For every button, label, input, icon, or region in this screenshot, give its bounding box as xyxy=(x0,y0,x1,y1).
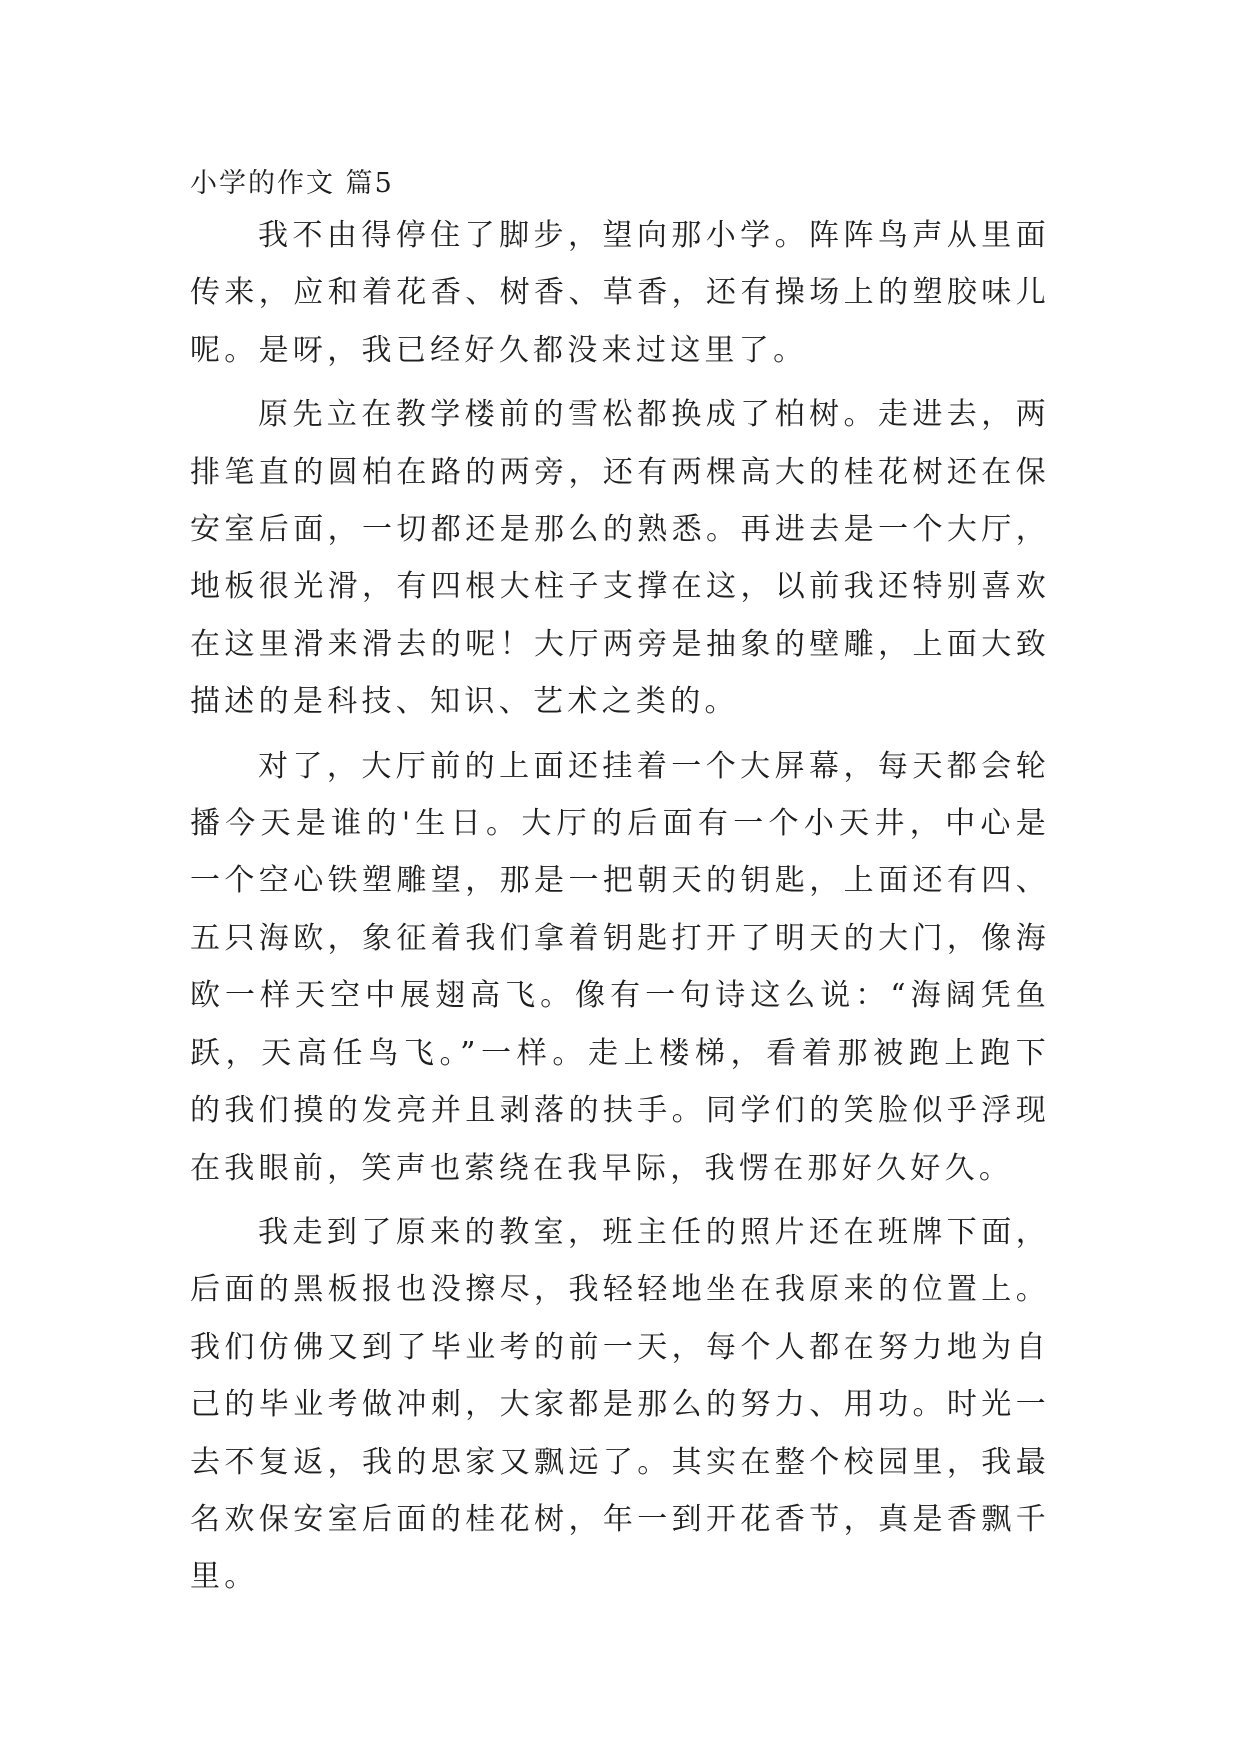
paragraph-4: 我走到了原来的教室，班主任的照片还在班牌下面，后面的黑板报也没擦尽，我轻轻地坐在我原来的位置上。我们仿佛又到了毕业考的前一天，每个人都在努力地为自己的毕业考做冲刺，大家都是那么的努力、用功。时光一去不复返，我的思家又飘远了。其实在整个校园里，我最名欢保安室后面的桂花树，年一到开花香节，真是香飘千里。 xyxy=(190,1214,1050,1595)
paragraph-1: 我不由得停住了脚步，望向那小学。阵阵鸟声从里面传来，应和着花香、树香、草香，还有操场上的塑胶味儿呢。是呀，我已经好久都没来过这里了。 xyxy=(190,218,1050,368)
paragraph-2: 原先立在教学楼前的雪松都换成了柏树。走进去，两排笔直的圆柏在路的两旁，还有两棵高大的桂花树还在保安室后面，一切都还是那么的熟悉。再进去是一个大厅，地板很光滑，有四根大柱子支撑在这，以前我还特别喜欢在这里滑来滑去的呢！大厅两旁是抽象的壁雕，上面大致描述的是科技、知识、艺术之类的。 xyxy=(190,397,1050,720)
document-title: 小学的作文 篇5 xyxy=(190,168,394,199)
document-body xyxy=(190,165,1050,1606)
paragraph-3: 对了，大厅前的上面还挂着一个大屏幕，每天都会轮播今天是谁的'生日。大厅的后面有一个小天井，中心是一个空心铁塑雕望，那是一把朝天的钥匙，上面还有四、五只海欧，象征着我们拿着钥匙打开了明天的大门，像海欧一样天空中展翅高飞。像有一句诗这么说：“海阔凭鱼跃，天高任鸟飞。”一样。走上楼梯，看着那被跑上跑下的我们摸的发亮并且剥落的扶手。同学们的笑脸似乎浮现在我眼前，笑声也萦绕在我早际，我愣在那好久好久。 xyxy=(190,748,1050,1186)
